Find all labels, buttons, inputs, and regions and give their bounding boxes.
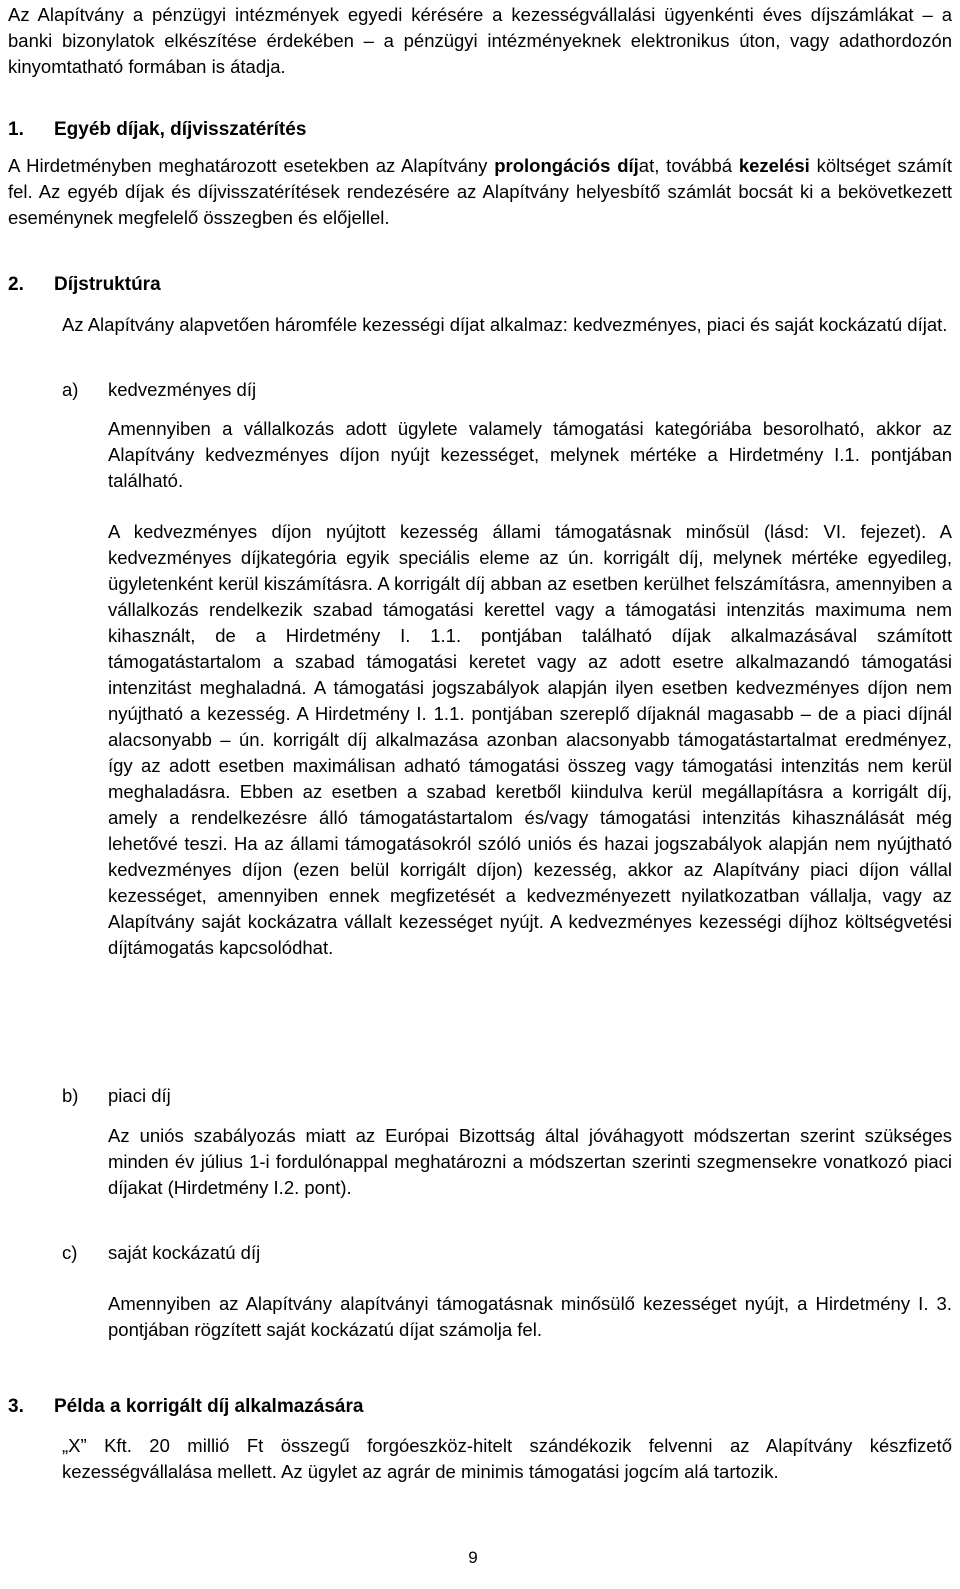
item-a-title: kedvezményes díj: [108, 379, 257, 400]
item-c-paragraph: Amennyiben az Alapítvány alapítványi támogatásnak minősülő kezességet nyújt, a Hirdetmény I. 3. pontjában rögzített saját kockázatú díjat számolja fel.: [108, 1293, 952, 1340]
section-3-paragraph: „X” Kft. 20 millió Ft összegű forgóeszköz-hitelt szándékozik felvenni az Alapítvány készfizető kezességvállalása mellett. Az ügylet az agrár de minimis támogatási jogcím alá tartozik.: [62, 1435, 952, 1482]
page-number: 9: [468, 1548, 478, 1567]
section-3-title: Példa a korrigált díj alkalmazására: [54, 1396, 364, 1417]
item-b-title: piaci díj: [108, 1085, 171, 1106]
section-2-intro: Az Alapítvány alapvetően háromféle kezességi díjat alkalmaz: kedvezményes, piaci és saját kockázatú díjat.: [62, 314, 948, 335]
section-2-title: Díjstruktúra: [54, 274, 161, 295]
section-2-number: 2.: [8, 274, 24, 295]
section-1-title: Egyéb díjak, díjvisszatérítés: [54, 119, 307, 140]
s1-bold-b: kezelési: [738, 155, 810, 176]
item-a-label: [62, 377, 256, 403]
item-a-letter: a): [62, 379, 79, 400]
item-b-letter: b): [62, 1085, 79, 1106]
item-b-label: [62, 1083, 171, 1109]
s1-text-b: at, továbbá: [638, 155, 739, 176]
item-b-paragraph: Az uniós szabályozás miatt az Európai Bizottság által jóváhagyott módszertan szerint szükséges minden év július 1-i fordulónappal meghatározni a módszertan szerinti szegmensekre vonatkozó piaci díjakat (Hirdetmény I.2. pont).: [108, 1125, 952, 1198]
intro-paragraph: Az Alapítvány a pénzügyi intézmények egyedi kérésére a kezességvállalási ügyenkénti éves díjszámlákat – a banki bizonylatok elkészítése érdekében – a pénzügyi intézményeknek elektronikus úton, vagy adathordozón kinyomtatható formában is átadja.: [8, 4, 952, 77]
section-1-number: 1.: [8, 119, 24, 140]
s1-bold-a: prolongációs díj: [494, 155, 639, 176]
item-a-paragraph-2: A kedvezményes díjon nyújtott kezesség állami támogatásnak minősül (lásd: VI. fejezet). A kedvezményes díjkategória egyik speciális eleme az ún. korrigált díj, melynek mértéke egyedileg, ügyletenként kerül kiszámításra. A korrigált díj abban az esetben kerülhet felszámításra, amennyiben a vállalkozás rendelkezik szabad támogatási kerettel vagy a támogatási intenzitás maximuma nem kihasznált, de a Hirdetmény I. 1.1. pontjában található díjak alkalmazásával számított támogatástartalom a szabad támogatási keretet vagy az adott esetre alkalmazandó támogatási intenzitást meghaladná. A támogatási jogszabályok alapján ilyen esetben kedvezményes díjon nem nyújtható a kezesség. A Hirdetmény I. 1.1. pontjában szereplő díjaknál magasabb – de a piaci díjnál alacsonyabb – ún. korrigált díj alkalmazása azonban alacsonyabb támogatástartalmat eredményez, így az adott esetben maximálisan adható támogatási összeg vagy támogatási intenzitás nem kerül meghaladásra. Ebben az esetben a szabad keretből kiindulva kerül megállapításra a korrigált díj, amely a rendelkezésre álló támogatástartalom és/vagy támogatási intenzitás kihasználását még lehetővé teszi. Ha az állami támogatásokról szóló uniós és hazai jogszabályok alapján nem nyújtható kedvezményes díjon (ezen belül korrigált díjon) kezesség, akkor az Alapítvány piaci díjon vállal kezességet, amennyiben ennek megfizetését a kedvezményezett nyilatkozatban vállalja, vagy az Alapítvány saját kockázatra vállalt kezességet nyújt. A kedvezményes kezességi díjhoz költségvetési díjtámogatás kapcsolódhat.: [108, 521, 952, 958]
item-c-title: saját kockázatú díj: [108, 1242, 261, 1263]
s1-text-a: A Hirdetményben meghatározott esetekben az Alapítvány: [8, 155, 495, 176]
section-2-heading: [8, 272, 161, 298]
section-3-number: 3.: [8, 1396, 24, 1417]
section-3-heading: [8, 1394, 363, 1420]
section-1-paragraph: [8, 153, 952, 231]
s1-text-c: költséget számít fel. Az egyéb díjak és díjvisszatérítések rendezésére az Alapítvány helyesbítő számlát bocsát ki a bekövetkezett eseménynek megfelelő összegben és előjellel.: [8, 155, 952, 228]
item-c-label: [62, 1240, 260, 1266]
item-a-paragraph-1: Amennyiben a vállalkozás adott ügylete valamely támogatási kategóriába besorolható, akkor az Alapítvány kedvezményes díjon nyújt kezességet, melynek mértéke a Hirdetmény I.1. pontjában található.: [108, 418, 952, 491]
item-c-letter: c): [62, 1242, 78, 1263]
section-1-heading: [8, 117, 306, 143]
